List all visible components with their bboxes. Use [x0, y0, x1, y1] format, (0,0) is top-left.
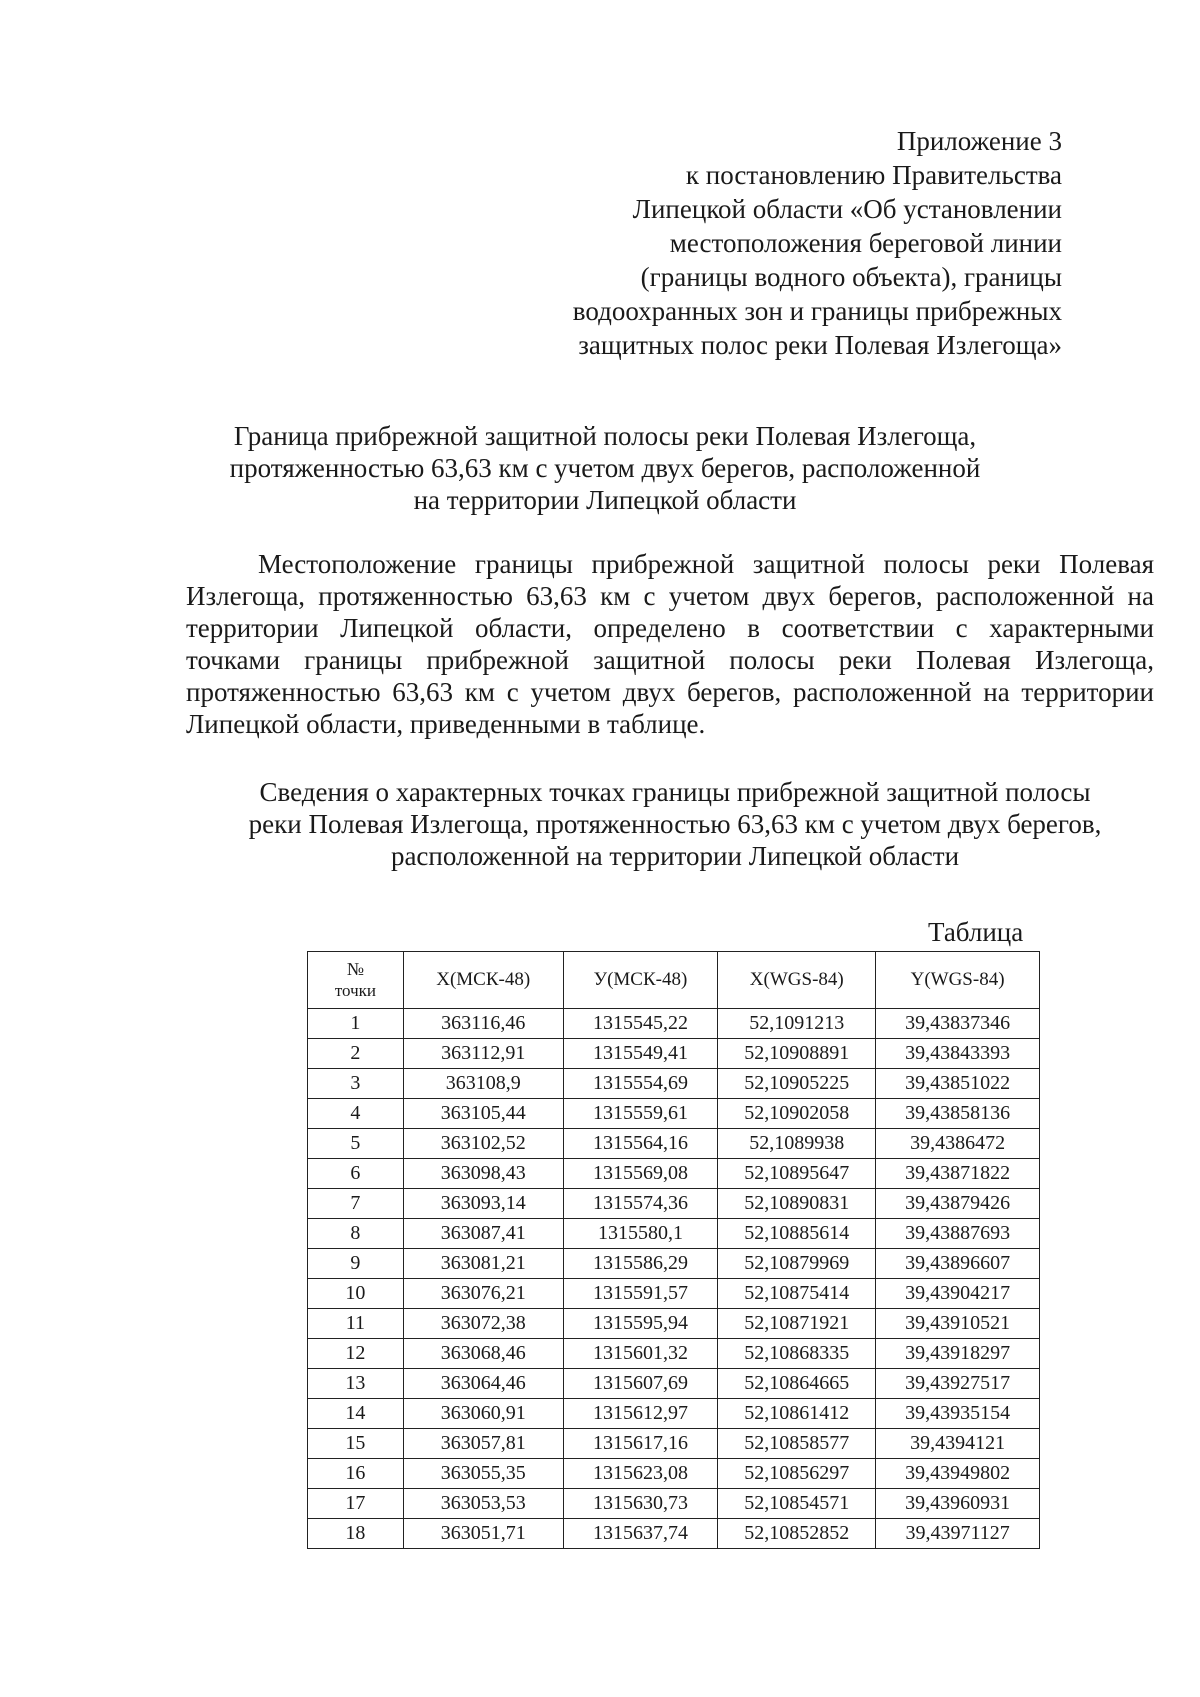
appendix-header — [502, 124, 1062, 362]
cell-y-msk: 1315549,41 — [563, 1039, 718, 1069]
cell-y-msk: 1315612,97 — [563, 1399, 718, 1429]
cell-x-wgs: 52,1091213 — [718, 1009, 876, 1039]
cell-x-msk: 363051,71 — [403, 1519, 563, 1549]
cell-point-number: 15 — [308, 1429, 404, 1459]
cell-y-wgs: 39,43918297 — [876, 1339, 1040, 1369]
cell-x-wgs: 52,10852852 — [718, 1519, 876, 1549]
cell-y-msk: 1315580,1 — [563, 1219, 718, 1249]
appendix-line: Липецкой области «Об установлении — [632, 194, 1062, 224]
cell-y-wgs: 39,43871822 — [876, 1159, 1040, 1189]
cell-y-msk: 1315623,08 — [563, 1459, 718, 1489]
appendix-line: водоохранных зон и границы прибрежных — [572, 296, 1062, 326]
cell-y-wgs: 39,43960931 — [876, 1489, 1040, 1519]
caption-line: расположенной на территории Липецкой области — [390, 841, 960, 871]
table-row — [308, 1249, 1040, 1279]
cell-point-number: 8 — [308, 1219, 404, 1249]
table-label: Таблица — [928, 917, 1024, 947]
table-row — [308, 1189, 1040, 1219]
header-point-number — [308, 952, 404, 1009]
cell-x-wgs: 52,10861412 — [718, 1399, 876, 1429]
cell-y-wgs: 39,43843393 — [876, 1039, 1040, 1069]
cell-y-msk: 1315564,16 — [563, 1129, 718, 1159]
table-row — [308, 1459, 1040, 1489]
cell-y-wgs: 39,43858136 — [876, 1099, 1040, 1129]
table-row — [308, 1429, 1040, 1459]
cell-point-number: 3 — [308, 1069, 404, 1099]
paragraph-line: территории Липецкой области, определено в соответствии с характерными — [186, 613, 1154, 643]
table-row — [308, 1219, 1040, 1249]
header-y-msk: У(МСК-48) — [563, 952, 718, 1009]
cell-x-msk: 363060,91 — [403, 1399, 563, 1429]
appendix-line: местоположения береговой линии — [669, 228, 1062, 258]
cell-x-wgs: 52,1089938 — [718, 1129, 876, 1159]
table-row — [308, 1009, 1040, 1039]
appendix-line: защитных полос реки Полевая Излегоща» — [578, 330, 1062, 360]
title-line: на территории Липецкой области — [413, 485, 797, 515]
cell-x-msk: 363093,14 — [403, 1189, 563, 1219]
cell-x-msk: 363087,41 — [403, 1219, 563, 1249]
cell-point-number: 9 — [308, 1249, 404, 1279]
table-body — [308, 1009, 1040, 1549]
body-paragraph — [186, 548, 1154, 740]
table-row — [308, 1099, 1040, 1129]
paragraph-line: Местоположение границы прибрежной защитной полосы реки Полевая — [258, 549, 1154, 579]
paragraph-line: Излегоща, протяженностью 63,63 км с учетом двух берегов, расположенной на — [186, 581, 1154, 611]
table-row — [308, 1399, 1040, 1429]
cell-x-wgs: 52,10908891 — [718, 1039, 876, 1069]
appendix-line: Приложение 3 — [896, 126, 1062, 156]
cell-point-number: 17 — [308, 1489, 404, 1519]
cell-x-wgs: 52,10885614 — [718, 1219, 876, 1249]
cell-x-wgs: 52,10864665 — [718, 1369, 876, 1399]
cell-y-wgs: 39,43935154 — [876, 1399, 1040, 1429]
header-points-word: точки — [334, 981, 376, 1000]
cell-x-msk: 363108,9 — [403, 1069, 563, 1099]
appendix-line: к постановлению Правительства — [685, 160, 1062, 190]
table-row — [308, 1129, 1040, 1159]
table-row — [308, 1309, 1040, 1339]
cell-y-wgs: 39,43927517 — [876, 1369, 1040, 1399]
cell-y-msk: 1315574,36 — [563, 1189, 718, 1219]
cell-point-number: 4 — [308, 1099, 404, 1129]
cell-x-wgs: 52,10856297 — [718, 1459, 876, 1489]
table-row — [308, 1489, 1040, 1519]
cell-x-wgs: 52,10879969 — [718, 1249, 876, 1279]
cell-x-msk: 363116,46 — [403, 1009, 563, 1039]
cell-y-msk: 1315607,69 — [563, 1369, 718, 1399]
cell-point-number: 6 — [308, 1159, 404, 1189]
cell-x-wgs: 52,10871921 — [718, 1309, 876, 1339]
cell-point-number: 10 — [308, 1279, 404, 1309]
cell-x-wgs: 52,10875414 — [718, 1279, 876, 1309]
cell-y-msk: 1315595,94 — [563, 1309, 718, 1339]
cell-point-number: 5 — [308, 1129, 404, 1159]
cell-y-wgs: 39,43837346 — [876, 1009, 1040, 1039]
cell-point-number: 11 — [308, 1309, 404, 1339]
cell-x-msk: 363068,46 — [403, 1339, 563, 1369]
cell-x-wgs: 52,10890831 — [718, 1189, 876, 1219]
cell-y-msk: 1315545,22 — [563, 1009, 718, 1039]
cell-x-msk: 363076,21 — [403, 1279, 563, 1309]
cell-y-msk: 1315569,08 — [563, 1159, 718, 1189]
caption-line: Сведения о характерных точках границы прибрежной защитной полосы — [259, 777, 1091, 807]
cell-x-msk: 363057,81 — [403, 1429, 563, 1459]
paragraph-line: Липецкой области, приведенными в таблице. — [186, 709, 706, 739]
table-header-row — [308, 952, 1040, 1009]
cell-point-number: 12 — [308, 1339, 404, 1369]
cell-y-msk: 1315586,29 — [563, 1249, 718, 1279]
cell-point-number: 13 — [308, 1369, 404, 1399]
cell-y-msk: 1315591,57 — [563, 1279, 718, 1309]
header-x-wgs: X(WGS-84) — [718, 952, 876, 1009]
cell-y-wgs: 39,43949802 — [876, 1459, 1040, 1489]
cell-y-msk: 1315554,69 — [563, 1069, 718, 1099]
cell-point-number: 1 — [308, 1009, 404, 1039]
cell-x-wgs: 52,10854571 — [718, 1489, 876, 1519]
cell-y-wgs: 39,4386472 — [876, 1129, 1040, 1159]
cell-x-msk: 363112,91 — [403, 1039, 563, 1069]
cell-x-msk: 363081,21 — [403, 1249, 563, 1279]
cell-point-number: 14 — [308, 1399, 404, 1429]
table-row — [308, 1279, 1040, 1309]
caption-line: реки Полевая Излегоща, протяженностью 63,63 км с учетом двух берегов, — [248, 809, 1102, 839]
document-title — [200, 420, 1010, 516]
cell-point-number: 16 — [308, 1459, 404, 1489]
cell-point-number: 2 — [308, 1039, 404, 1069]
cell-x-msk: 363098,43 — [403, 1159, 563, 1189]
table-row — [308, 1339, 1040, 1369]
cell-y-msk: 1315630,73 — [563, 1489, 718, 1519]
cell-x-wgs: 52,10895647 — [718, 1159, 876, 1189]
cell-x-msk: 363053,53 — [403, 1489, 563, 1519]
cell-y-wgs: 39,4394121 — [876, 1429, 1040, 1459]
table-row — [308, 1159, 1040, 1189]
cell-y-msk: 1315637,74 — [563, 1519, 718, 1549]
table-row — [308, 1039, 1040, 1069]
table-row — [308, 1519, 1040, 1549]
cell-y-msk: 1315601,32 — [563, 1339, 718, 1369]
title-line: Граница прибрежной защитной полосы реки Полевая Излегоща, — [233, 421, 977, 451]
cell-y-msk: 1315617,16 — [563, 1429, 718, 1459]
cell-x-msk: 363064,46 — [403, 1369, 563, 1399]
cell-point-number: 7 — [308, 1189, 404, 1219]
cell-y-wgs: 39,43879426 — [876, 1189, 1040, 1219]
cell-x-wgs: 52,10905225 — [718, 1069, 876, 1099]
paragraph-line: точками границы прибрежной защитной полосы реки Полевая Излегоща, — [186, 645, 1154, 675]
paragraph-line: протяженностью 63,63 км с учетом двух берегов, расположенной на территории — [186, 677, 1154, 707]
cell-y-wgs: 39,43851022 — [876, 1069, 1040, 1099]
cell-x-wgs: 52,10902058 — [718, 1099, 876, 1129]
cell-y-wgs: 39,43896607 — [876, 1249, 1040, 1279]
cell-x-msk: 363072,38 — [403, 1309, 563, 1339]
cell-y-wgs: 39,43887693 — [876, 1219, 1040, 1249]
header-x-msk: X(МСК-48) — [403, 952, 563, 1009]
cell-y-wgs: 39,43971127 — [876, 1519, 1040, 1549]
cell-x-wgs: 52,10858577 — [718, 1429, 876, 1459]
cell-x-msk: 363102,52 — [403, 1129, 563, 1159]
title-line: протяженностью 63,63 км с учетом двух берегов, расположенной — [229, 453, 981, 483]
coordinates-table — [307, 951, 1040, 1549]
cell-y-msk: 1315559,61 — [563, 1099, 718, 1129]
table-row — [308, 1369, 1040, 1399]
table-row — [308, 1069, 1040, 1099]
cell-x-msk: 363055,35 — [403, 1459, 563, 1489]
cell-point-number: 18 — [308, 1519, 404, 1549]
header-number-sign: № — [346, 959, 364, 979]
cell-y-wgs: 39,43904217 — [876, 1279, 1040, 1309]
cell-x-msk: 363105,44 — [403, 1099, 563, 1129]
cell-y-wgs: 39,43910521 — [876, 1309, 1040, 1339]
cell-x-wgs: 52,10868335 — [718, 1339, 876, 1369]
appendix-line: (границы водного объекта), границы — [640, 262, 1062, 292]
header-y-wgs: Y(WGS-84) — [876, 952, 1040, 1009]
table-caption — [195, 776, 1155, 872]
